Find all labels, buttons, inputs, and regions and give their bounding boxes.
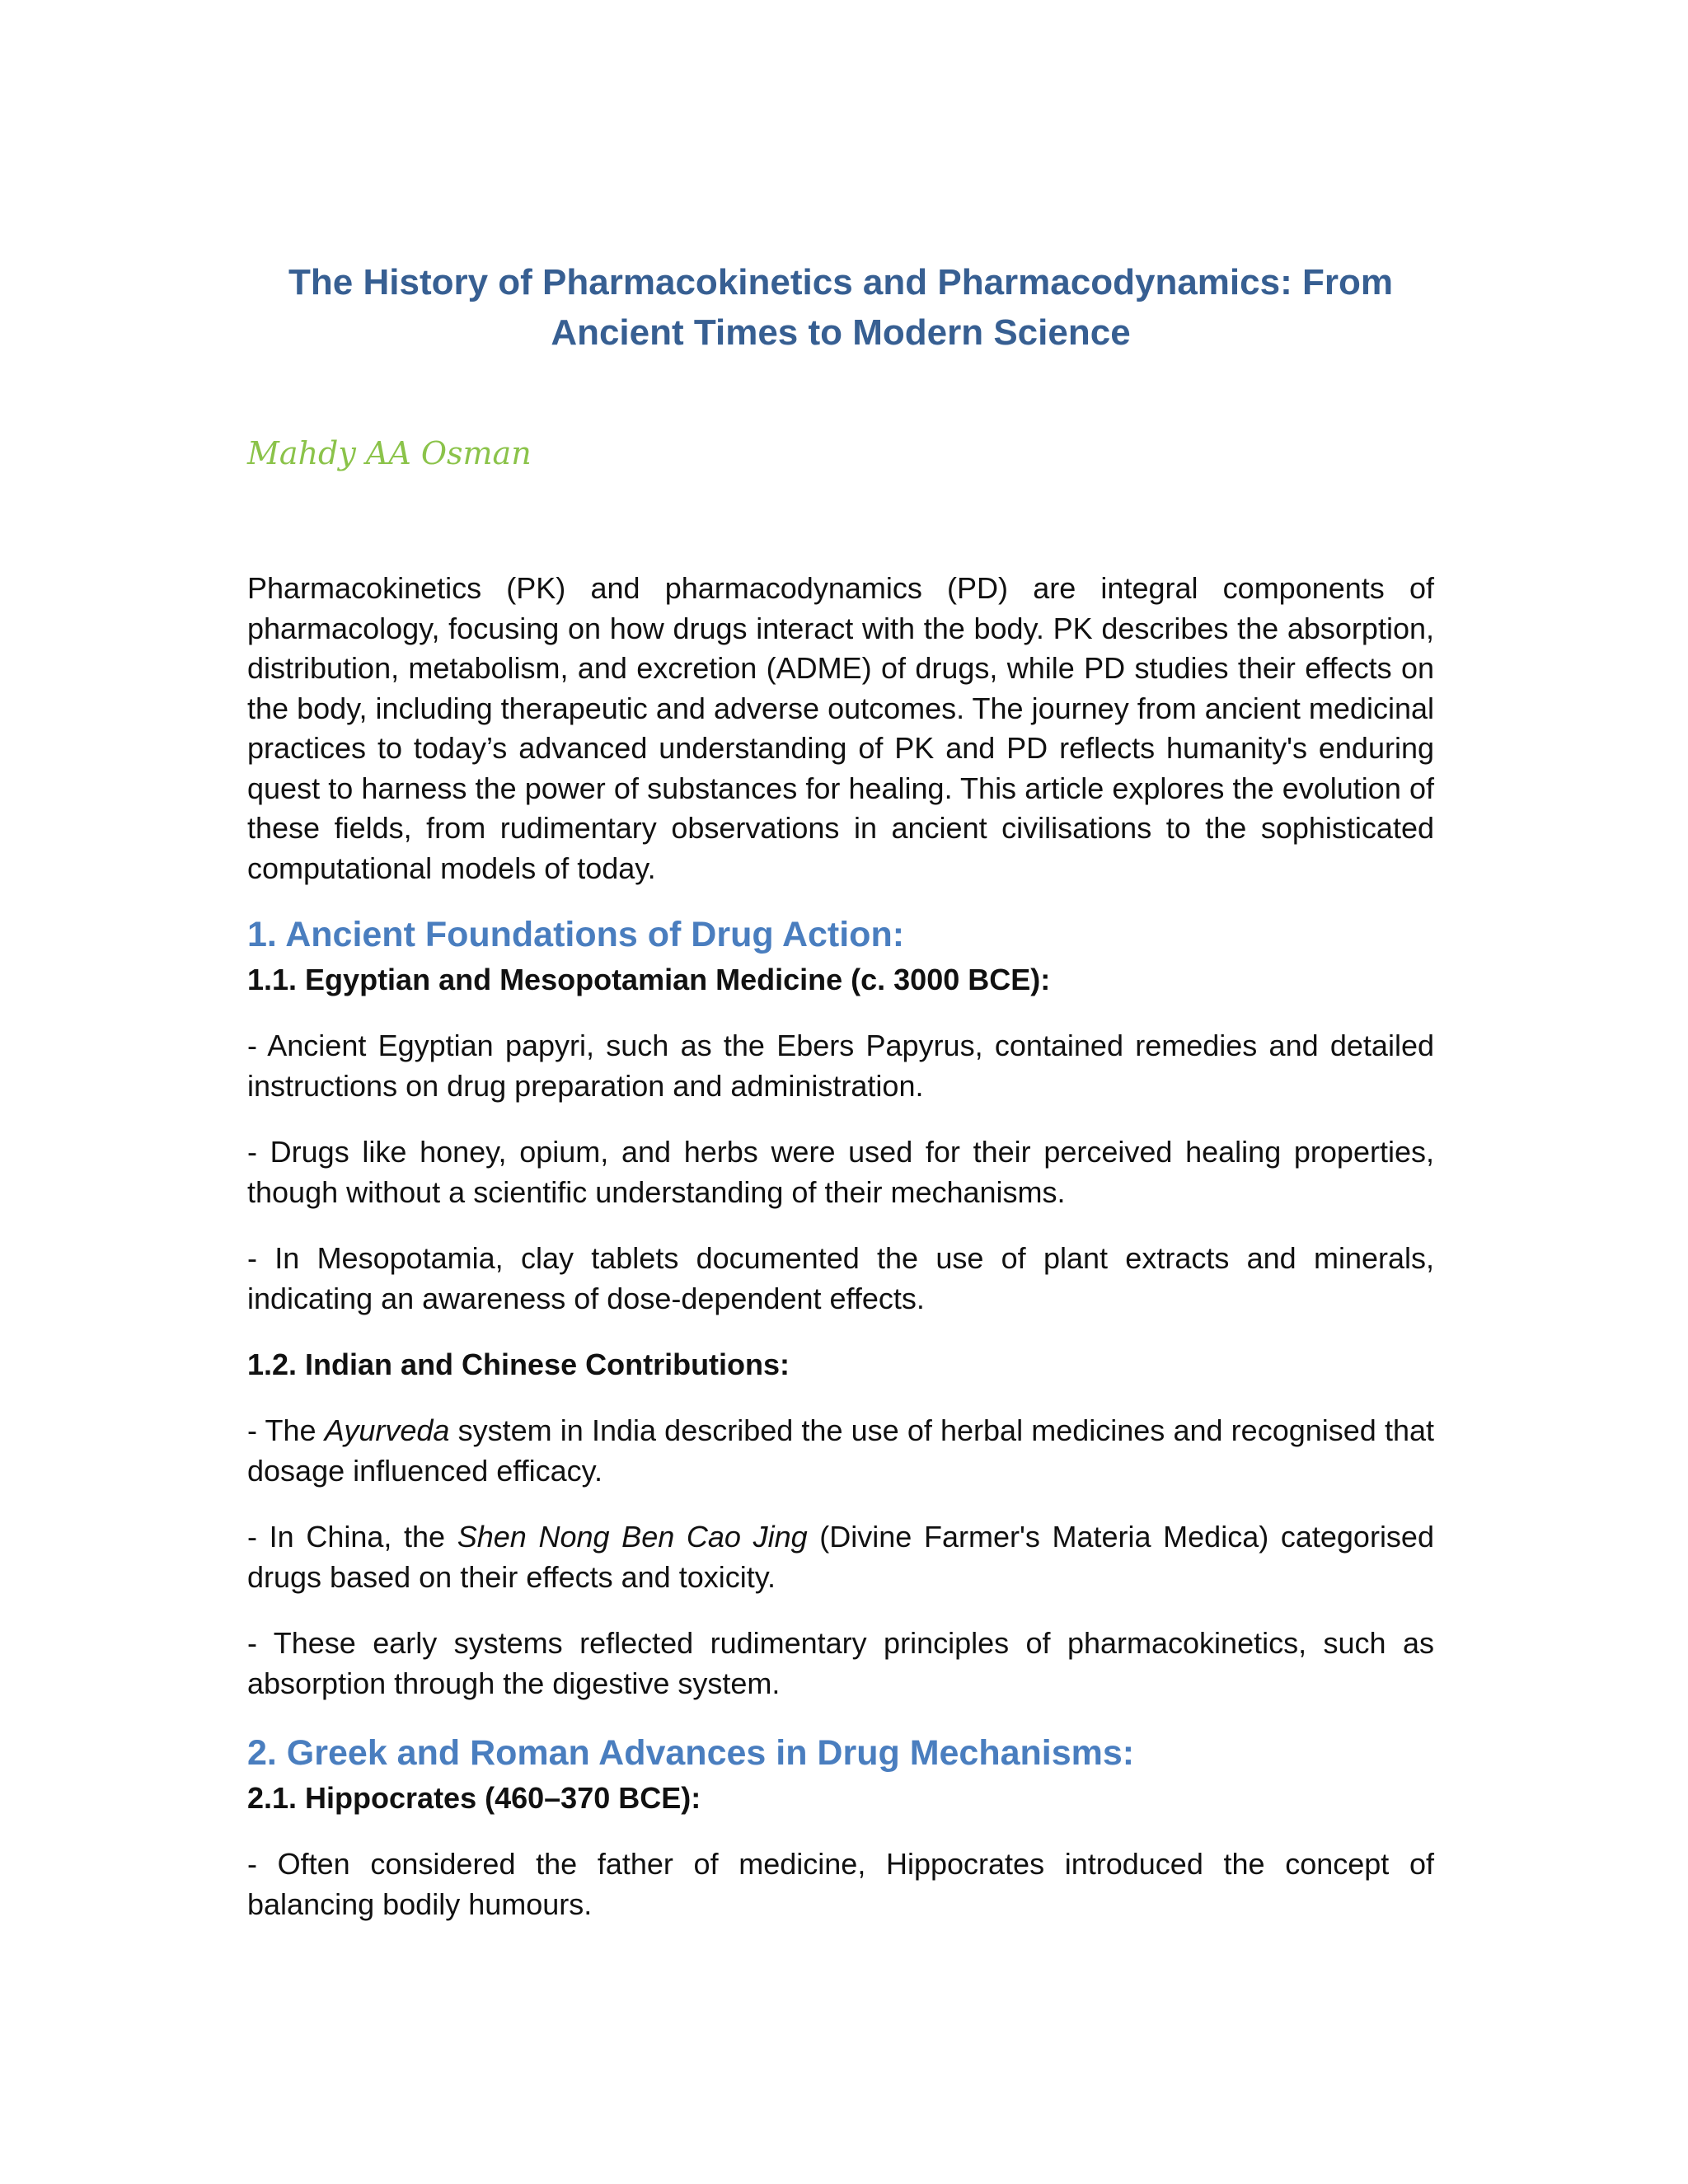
document-title: The History of Pharmacokinetics and Pharmacodynamics: From Ancient Times to Modern Science	[288, 262, 1393, 353]
paragraph-mesopotamia: - In Mesopotamia, clay tablets documented the use of plant extracts and minerals, indicating an awareness of dose-dependent effects.	[247, 1241, 1434, 1315]
paragraph-ayurveda	[247, 1411, 1434, 1491]
intro-paragraph: Pharmacokinetics (PK) and pharmacodynamics (PD) are integral components of pharmacology, focusing on how drugs interact with the body. PK describes the absorption, distribution, metabolism, and excretion (ADME) of drugs, while PD studies their effects on the body, including therapeutic and adverse outcomes. The journey from ancient medicinal practices to today’s advanced understanding of PK and PD reflects humanity's enduring quest to harness the power of substances for healing. This article explores the evolution of these fields, from rudimentary observations in ancient civilisations to the sophisticated computational models of today.	[247, 571, 1434, 885]
paragraph-early-systems: - These early systems reflected rudimentary principles of pharmacokinetics, such as absorption through the digestive system.	[247, 1626, 1434, 1700]
paragraph-china-prefix: - In China, the	[247, 1520, 457, 1554]
shen-nong-term: Shen Nong Ben Cao Jing	[457, 1520, 808, 1554]
paragraph-drugs-honey-opium: - Drugs like honey, opium, and herbs were used for their perceived healing properties, though without a scientific understanding of their mechanisms.	[247, 1135, 1434, 1209]
paragraph-china-rest: (Divine Farmer's Materia Medica) categorised drugs based on their effects and toxicity.	[247, 1520, 1434, 1594]
paragraph-egyptian-papyri: - Ancient Egyptian papyri, such as the Ebers Papyrus, contained remedies and detailed instructions on drug preparation and administration.	[247, 1029, 1434, 1103]
paragraph-hippocrates: - Often considered the father of medicine, Hippocrates introduced the concept of balancing bodily humours.	[247, 1847, 1434, 1921]
paragraph-ayurveda-prefix: - The	[247, 1413, 325, 1447]
paragraph-ayurveda-rest: system in India described the use of herbal medicines and recognised that dosage influenced efficacy.	[247, 1413, 1434, 1488]
subsection-heading-1-2: 1.2. Indian and Chinese Contributions:	[247, 1347, 790, 1381]
section-heading-1: 1. Ancient Foundations of Drug Action:	[247, 915, 905, 954]
ayurveda-term: Ayurveda	[324, 1413, 450, 1447]
paragraph-china	[247, 1517, 1434, 1597]
subsection-heading-2-1: 2.1. Hippocrates (460–370 BCE):	[247, 1781, 701, 1815]
section-heading-2: 2. Greek and Roman Advances in Drug Mechanisms:	[247, 1733, 1135, 1773]
author-name: Mahdy AA Osman	[247, 435, 532, 471]
subsection-heading-1-1: 1.1. Egyptian and Mesopotamian Medicine (c. 3000 BCE):	[247, 963, 1051, 996]
